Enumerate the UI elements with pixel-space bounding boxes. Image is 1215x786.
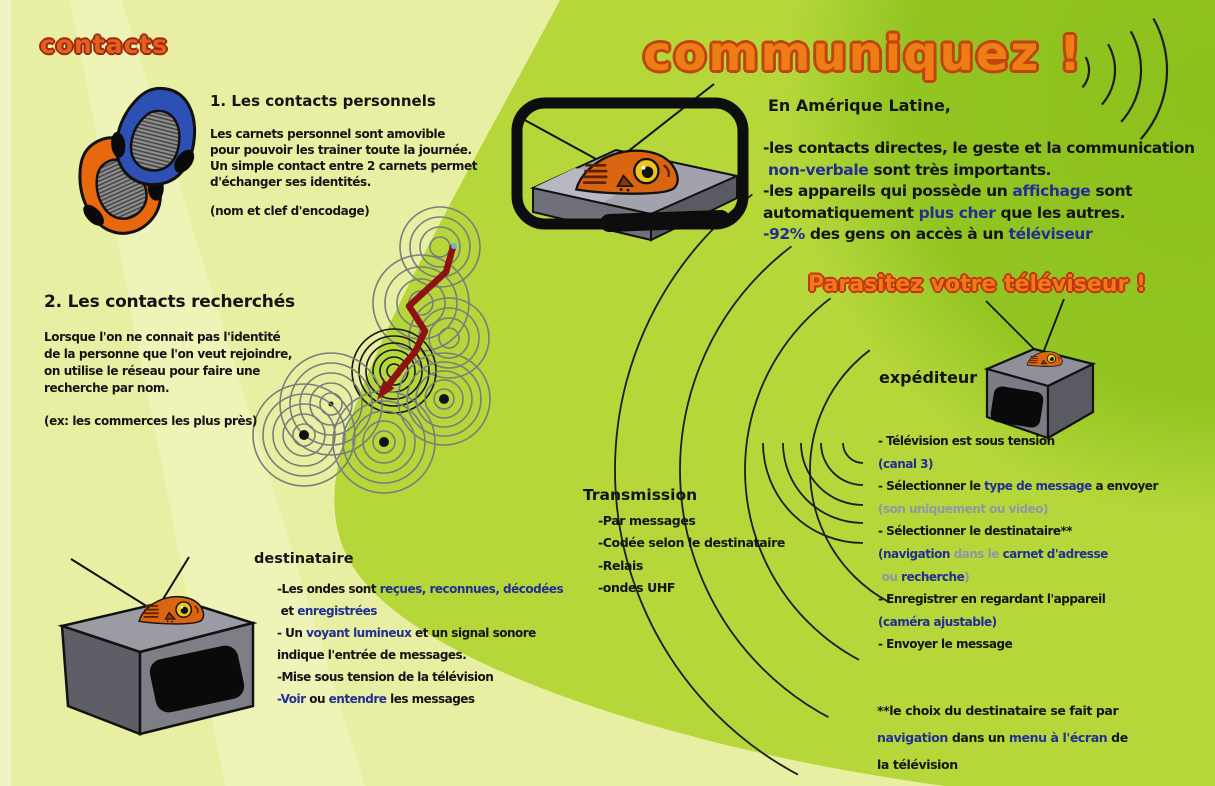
route-start-dot bbox=[451, 243, 457, 249]
text-segment: automatiquement bbox=[763, 203, 919, 222]
text-segment: ) bbox=[964, 569, 970, 584]
text-segment: voyant lumineux bbox=[306, 626, 412, 640]
parasitez-title: Parasitez votre téléviseur ! bbox=[808, 272, 1147, 297]
text-line bbox=[277, 644, 563, 666]
text-segment: de bbox=[1107, 730, 1128, 745]
text-line bbox=[878, 475, 1158, 498]
text-segment: que les autres. bbox=[995, 203, 1126, 222]
text-segment: des gens on accès à un bbox=[804, 225, 1009, 243]
text-segment: dans le bbox=[949, 546, 1003, 561]
text-line: d'échanger ses identités. bbox=[210, 175, 371, 189]
text-segment: (canal 3) bbox=[878, 456, 933, 471]
text-segment: (navigation bbox=[878, 546, 950, 561]
text-segment: dans un bbox=[947, 730, 1009, 745]
latin-intro: En Amérique Latine, bbox=[768, 96, 951, 115]
text-segment: (son uniquement ou video) bbox=[878, 501, 1049, 516]
text-line: -Codée selon le destinataire bbox=[598, 535, 785, 551]
latin-america-block bbox=[763, 96, 1195, 246]
section2-body bbox=[44, 329, 295, 397]
text-line bbox=[277, 578, 563, 600]
transmission-items bbox=[598, 510, 785, 600]
text-line: pour pouvoir les trainer toute la journée. bbox=[210, 143, 472, 157]
text-line: recherche par nom. bbox=[44, 381, 170, 395]
contacts-title: contacts bbox=[40, 30, 169, 59]
latin-lines bbox=[763, 138, 1195, 246]
text-segment: reçues, reconnues, décodées bbox=[379, 582, 564, 596]
text-segment: affichage bbox=[1012, 182, 1091, 200]
text-segment: -les contacts directes, le geste et la communication bbox=[763, 139, 1195, 157]
text-line: on utilise le réseau pour faire une bbox=[44, 364, 260, 378]
text-segment: - Télévision est sous tension bbox=[878, 434, 1055, 448]
text-line bbox=[277, 688, 563, 710]
text-segment: les messages bbox=[386, 692, 475, 706]
text-line bbox=[878, 588, 1158, 611]
text-line: Un simple contact entre 2 carnets permet bbox=[210, 159, 478, 173]
section1-note: (nom et clef d'encodage) bbox=[210, 204, 370, 218]
text-segment: navigation bbox=[877, 730, 948, 745]
text-segment: entendre bbox=[328, 692, 387, 706]
text-segment: - Envoyer le message bbox=[878, 637, 1013, 652]
destinataire-block bbox=[254, 551, 563, 710]
text-segment: type de message bbox=[984, 479, 1092, 494]
text-segment: **le choix du destinataire se fait par bbox=[877, 703, 1119, 718]
text-line bbox=[878, 498, 1158, 521]
text-segment: - Un bbox=[277, 626, 307, 640]
section-contacts-personnels bbox=[210, 92, 477, 219]
text-segment: plus cher bbox=[918, 203, 996, 222]
section1-body bbox=[210, 126, 477, 190]
text-segment: - Enregistrer en regardant l'appareil bbox=[878, 592, 1106, 607]
expediteur-label: expéditeur bbox=[879, 368, 978, 387]
text-line: Lorsque l'on ne connait pas l'identité bbox=[44, 330, 281, 344]
background-left-strip bbox=[0, 0, 11, 786]
transmission-heading: Transmission bbox=[583, 486, 698, 504]
text-segment: recherche bbox=[901, 569, 965, 584]
text-segment: la télévision bbox=[877, 757, 958, 772]
text-line bbox=[878, 430, 1158, 453]
section2-note: (ex: les commerces les plus près) bbox=[44, 414, 258, 428]
text-line bbox=[877, 724, 1128, 751]
text-line bbox=[277, 600, 563, 622]
section-contacts-recherches bbox=[44, 292, 295, 430]
text-segment: -Mise sous tension de la télévision bbox=[277, 670, 494, 684]
text-line bbox=[277, 622, 563, 644]
text-line bbox=[878, 633, 1158, 656]
text-segment: -92% bbox=[763, 225, 805, 243]
text-line bbox=[878, 520, 1158, 543]
text-line: -Relais bbox=[598, 557, 643, 573]
text-line: de la personne que l'on veut rejoindre, bbox=[44, 347, 293, 361]
text-line bbox=[763, 181, 1195, 203]
text-segment: - Sélectionner le bbox=[878, 479, 985, 494]
footnote-block bbox=[877, 697, 1128, 778]
text-segment: et un signal sonore bbox=[411, 626, 536, 640]
text-segment: carnet d'adresse bbox=[1002, 546, 1108, 561]
text-line bbox=[878, 566, 1158, 589]
text-line bbox=[877, 697, 1128, 724]
text-segment: sont bbox=[1090, 182, 1133, 200]
text-line bbox=[277, 666, 563, 688]
text-segment: indique l'entrée de messages. bbox=[277, 648, 467, 662]
text-line bbox=[878, 611, 1158, 634]
main-title: communiquez ! bbox=[643, 26, 1083, 82]
destinataire-label: destinataire bbox=[254, 551, 354, 567]
text-segment: et bbox=[277, 604, 298, 618]
text-segment: à l'écran bbox=[1050, 730, 1108, 745]
text-line bbox=[877, 751, 1128, 778]
transmission-block bbox=[583, 486, 785, 600]
text-line: -Par messages bbox=[598, 513, 696, 528]
text-segment: sont très importants. bbox=[868, 160, 1052, 179]
expediteur-steps bbox=[878, 430, 1158, 656]
text-line bbox=[763, 138, 1195, 160]
section2-heading: 2. Les contacts recherchés bbox=[44, 292, 295, 312]
text-line: Les carnets personnel sont amovible bbox=[210, 127, 445, 141]
text-line bbox=[763, 224, 1195, 246]
text-segment: non-verbale bbox=[763, 160, 869, 179]
text-segment: -les appareils qui possède un bbox=[763, 182, 1013, 200]
section1-heading: 1. Les contacts personnels bbox=[210, 92, 436, 110]
text-line bbox=[878, 543, 1158, 566]
text-segment: menu bbox=[1008, 730, 1047, 745]
text-segment: téléviseur bbox=[1008, 225, 1093, 243]
text-line bbox=[763, 203, 1195, 225]
text-segment: -Voir bbox=[277, 692, 306, 706]
text-line: -ondes UHF bbox=[598, 580, 676, 596]
text-segment: ou bbox=[878, 569, 902, 584]
text-segment: (caméra ajustable) bbox=[878, 614, 997, 629]
text-line bbox=[878, 453, 1158, 476]
text-segment: a envoyer bbox=[1091, 479, 1158, 494]
text-segment: enregistrées bbox=[297, 604, 377, 618]
text-segment: ou bbox=[305, 692, 329, 706]
destinataire-lines bbox=[277, 578, 563, 710]
text-segment: -Les ondes sont bbox=[277, 582, 380, 596]
text-line bbox=[763, 160, 1195, 182]
text-segment: - Sélectionner le destinataire** bbox=[878, 524, 1073, 539]
